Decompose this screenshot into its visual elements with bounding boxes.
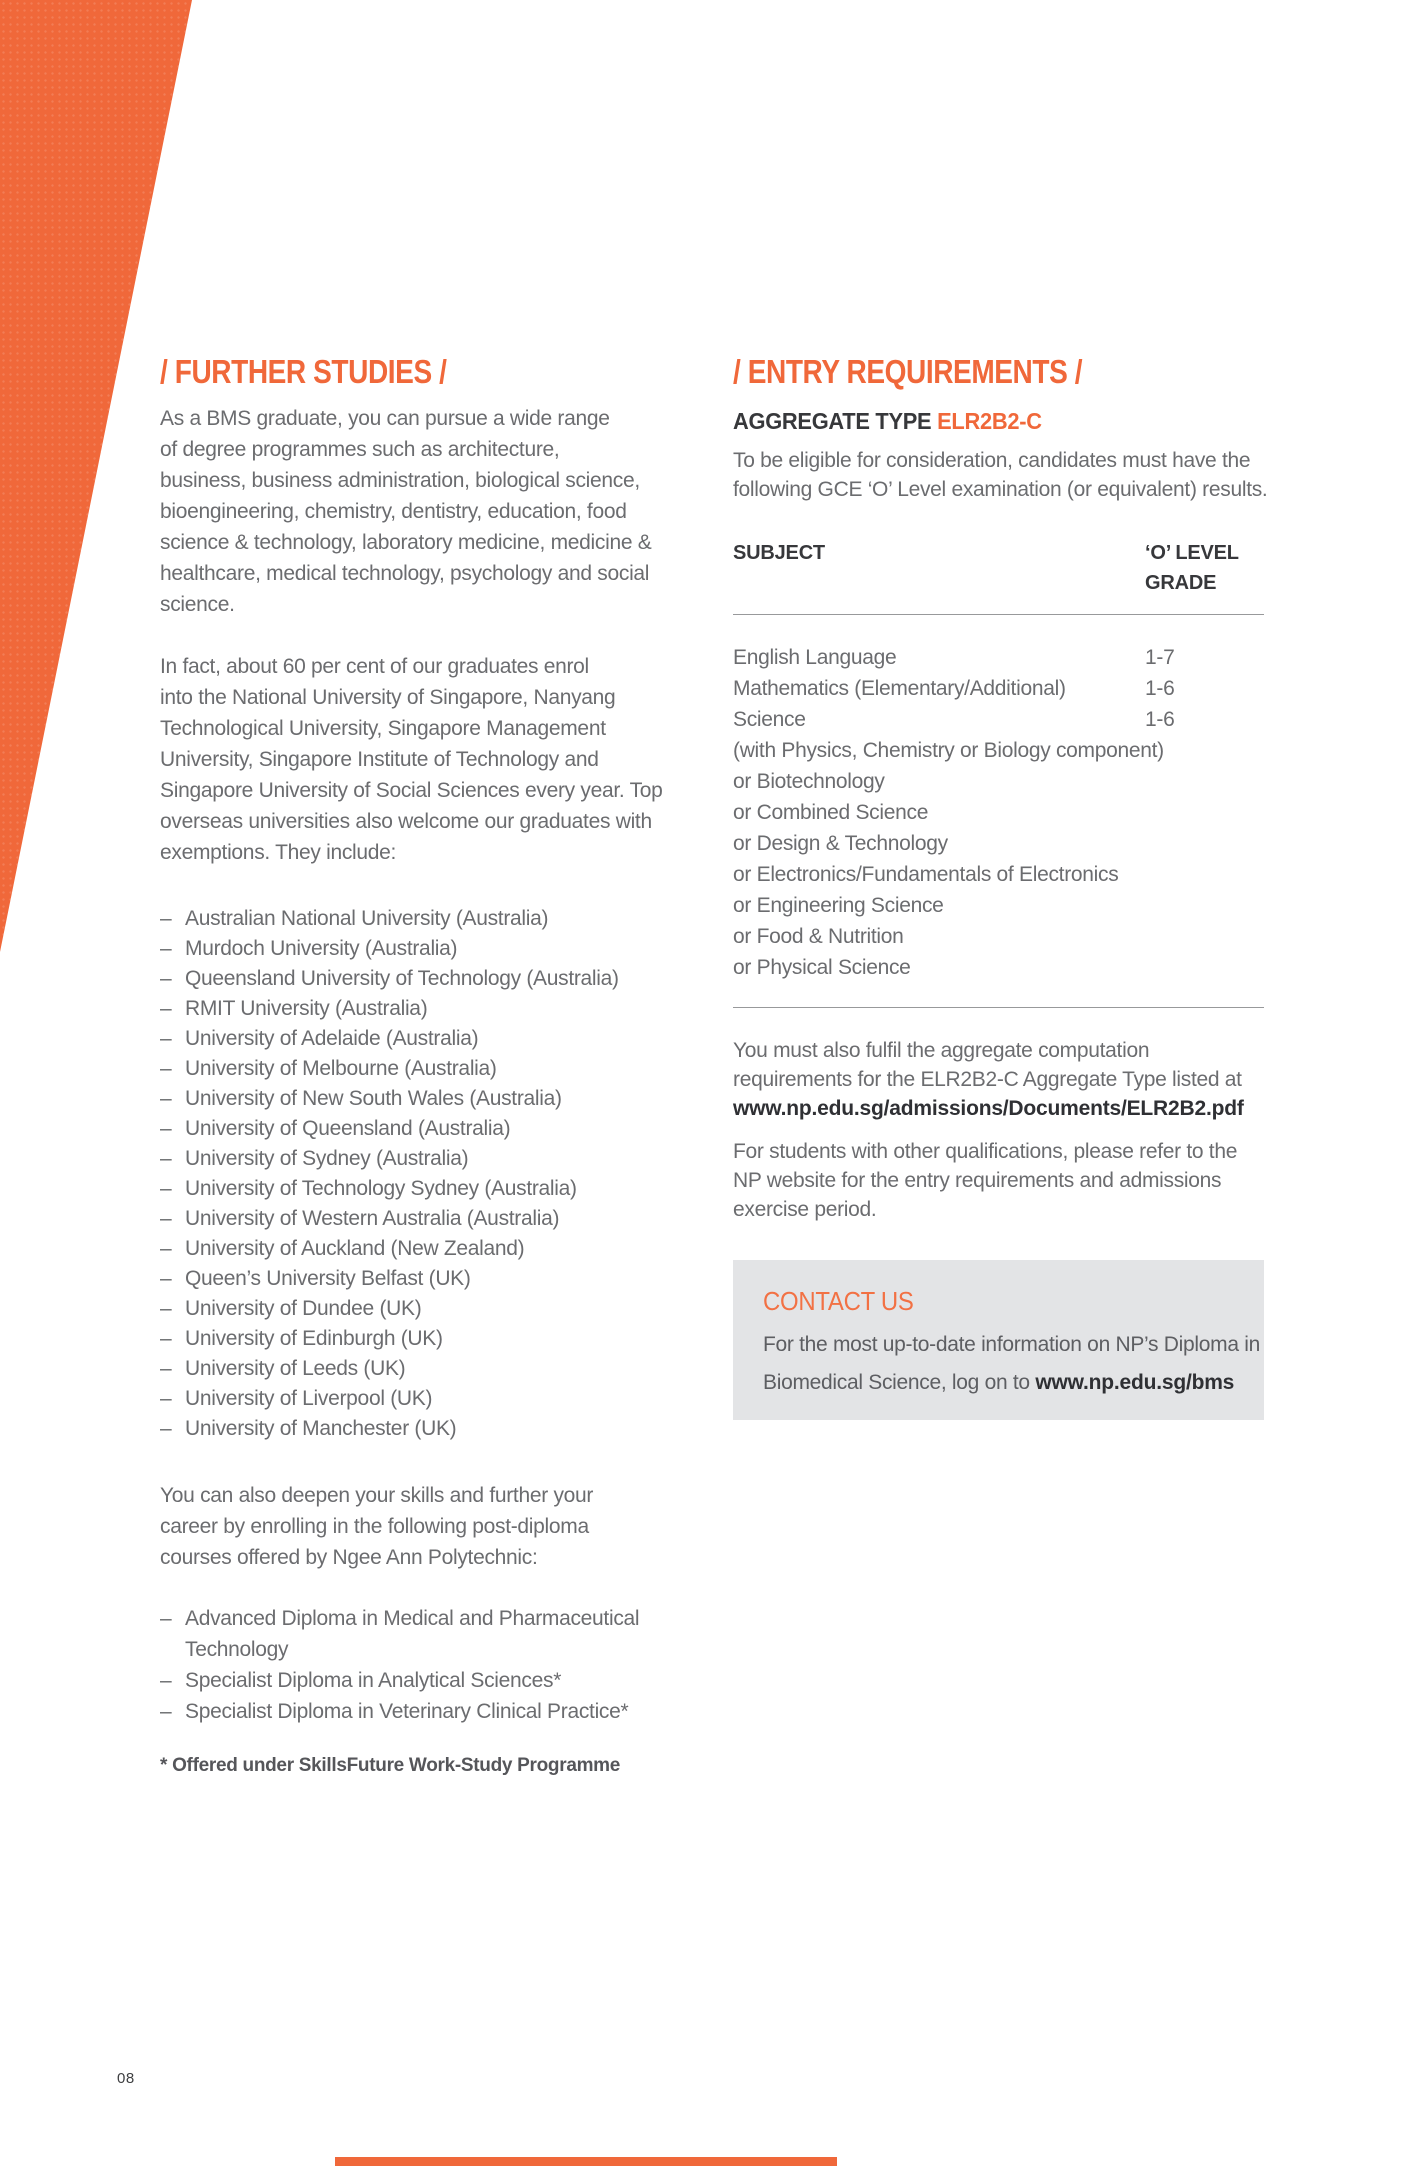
university-item: – Queen’s University Belfast (UK) bbox=[160, 1264, 705, 1294]
text-line: Technology bbox=[185, 1638, 289, 1661]
page-number: 08 bbox=[117, 2070, 135, 2087]
university-item: – University of Dundee (UK) bbox=[160, 1294, 705, 1324]
subject-cell: Science bbox=[733, 708, 806, 731]
text-line: science. bbox=[160, 593, 235, 616]
text-line: As a BMS graduate, you can pursue a wide range bbox=[160, 407, 610, 430]
university-item: – University of Adelaide (Australia) bbox=[160, 1024, 705, 1054]
text-line: of degree programmes such as architecture, bbox=[160, 438, 560, 461]
contact-us-heading: CONTACT US bbox=[763, 1286, 914, 1316]
text-line: University, Singapore Institute of Technology and bbox=[160, 748, 599, 771]
science-alternative-line: or Design & Technology bbox=[733, 832, 948, 855]
table-row bbox=[733, 642, 1265, 673]
bottom-orange-bar bbox=[335, 2157, 837, 2166]
grade-cell: 1-6 bbox=[1145, 708, 1175, 731]
text-line: overseas universities also welcome our graduates with bbox=[160, 810, 652, 833]
text-line: into the National University of Singapore, Nanyang bbox=[160, 686, 616, 709]
text-line: exercise period. bbox=[733, 1198, 877, 1221]
text-line: – Advanced Diploma in Medical and Pharmaceutical bbox=[160, 1603, 705, 1634]
subject-column-header: SUBJECT bbox=[733, 542, 825, 564]
aggregate-type-line bbox=[733, 406, 1238, 436]
subject-cell: English Language bbox=[733, 646, 897, 669]
university-item: – University of Melbourne (Australia) bbox=[160, 1054, 705, 1084]
science-alternative-line: or Electronics/Fundamentals of Electronics bbox=[733, 863, 1119, 886]
university-item: – Queensland University of Technology (Australia) bbox=[160, 964, 705, 994]
entry-requirements-section bbox=[733, 353, 1268, 1420]
science-alternative-line: or Biotechnology bbox=[733, 770, 885, 793]
subject-cell: Mathematics (Elementary/Additional) bbox=[733, 677, 1066, 700]
text-line: GRADE bbox=[1145, 572, 1217, 594]
course-item bbox=[160, 1603, 705, 1665]
science-alternative-line: or Engineering Science bbox=[733, 894, 944, 917]
university-item: – Murdoch University (Australia) bbox=[160, 934, 705, 964]
grade-cell: 1-7 bbox=[1145, 646, 1175, 669]
science-alternative-line: or Food & Nutrition bbox=[733, 925, 904, 948]
text-line: Singapore University of Social Sciences every year. Top bbox=[160, 779, 663, 802]
post-diploma-paragraph bbox=[160, 1480, 705, 1573]
text-line: – Specialist Diploma in Analytical Sciences* bbox=[160, 1665, 705, 1696]
text-line: courses offered by Ngee Ann Polytechnic: bbox=[160, 1546, 538, 1569]
university-item: – University of Edinburgh (UK) bbox=[160, 1324, 705, 1354]
requirements-table-header bbox=[733, 538, 1265, 598]
university-item: – University of Auckland (New Zealand) bbox=[160, 1234, 705, 1264]
text-line: Technological University, Singapore Management bbox=[160, 717, 606, 740]
further-studies-paragraph-1 bbox=[160, 403, 705, 620]
text-line: For the most up-to-date information on NP’s Diploma in bbox=[763, 1333, 1260, 1356]
aggregate-type-label: AGGREGATE TYPE bbox=[733, 408, 938, 434]
grade-cell: 1-6 bbox=[1145, 677, 1175, 700]
text-line: business, business administration, biological science, bbox=[160, 469, 640, 492]
further-studies-section bbox=[160, 354, 705, 1777]
further-studies-paragraph-2 bbox=[160, 651, 705, 868]
university-item: – University of Manchester (UK) bbox=[160, 1414, 705, 1444]
contact-us-text bbox=[763, 1326, 1264, 1402]
text-line: You must also fulfil the aggregate computation bbox=[733, 1039, 1150, 1062]
requirements-table bbox=[733, 642, 1265, 983]
table-rule-top bbox=[733, 614, 1264, 615]
further-studies-heading: / FURTHER STUDIES / bbox=[160, 353, 447, 390]
university-item: – University of Queensland (Australia) bbox=[160, 1114, 705, 1144]
university-item: – University of Western Australia (Australia) bbox=[160, 1204, 705, 1234]
skillsfuture-footnote: * Offered under SkillsFuture Work-Study Programme bbox=[160, 1755, 621, 1776]
text-line: To be eligible for consideration, candidates must have the bbox=[733, 449, 1251, 472]
other-qualifications-note bbox=[733, 1137, 1265, 1224]
university-item: – University of New South Wales (Australia) bbox=[160, 1084, 705, 1114]
elr2b2-pdf-link[interactable]: www.np.edu.sg/admissions/Documents/ELR2B2.pdf bbox=[733, 1097, 1244, 1120]
text-line: science & technology, laboratory medicine, medicine & bbox=[160, 531, 652, 554]
table-row bbox=[733, 673, 1265, 704]
post-diploma-courses-list bbox=[160, 1603, 705, 1727]
text-line: exemptions. They include: bbox=[160, 841, 397, 864]
text-line: In fact, about 60 per cent of our graduates enrol bbox=[160, 655, 589, 678]
text-line: bioengineering, chemistry, dentistry, education, food bbox=[160, 500, 627, 523]
entry-requirements-heading: / ENTRY REQUIREMENTS / bbox=[733, 353, 1083, 390]
science-alternative-line: or Combined Science bbox=[733, 801, 929, 824]
table-rule-bottom bbox=[733, 1007, 1264, 1008]
university-item: – University of Technology Sydney (Australia) bbox=[160, 1174, 705, 1204]
university-item: – Australian National University (Australia) bbox=[160, 904, 705, 934]
university-item: – University of Sydney (Australia) bbox=[160, 1144, 705, 1174]
universities-list bbox=[160, 904, 705, 1444]
text-line: healthcare, medical technology, psychology and social bbox=[160, 562, 650, 585]
text-line: – Specialist Diploma in Veterinary Clinical Practice* bbox=[160, 1696, 705, 1727]
university-item: – RMIT University (Australia) bbox=[160, 994, 705, 1024]
eligibility-paragraph bbox=[733, 446, 1268, 504]
text-line: ‘O’ LEVEL bbox=[1145, 542, 1239, 564]
science-alternative-line: or Physical Science bbox=[733, 956, 911, 979]
text-line: following GCE ‘O’ Level examination (or equivalent) results. bbox=[733, 478, 1268, 501]
grade-column-header bbox=[1145, 538, 1239, 598]
course-item bbox=[160, 1665, 705, 1696]
science-alternative-line: (with Physics, Chemistry or Biology component) bbox=[733, 739, 1164, 762]
text-line: career by enrolling in the following post-diploma bbox=[160, 1515, 589, 1538]
aggregate-computation-note bbox=[733, 1036, 1265, 1123]
text-line bbox=[763, 1364, 1264, 1402]
university-item: – University of Liverpool (UK) bbox=[160, 1384, 705, 1414]
text-line: NP website for the entry requirements and admissions bbox=[733, 1169, 1222, 1192]
university-item: – University of Leeds (UK) bbox=[160, 1354, 705, 1384]
course-item bbox=[160, 1696, 705, 1727]
text-line: requirements for the ELR2B2-C Aggregate Type listed at bbox=[733, 1068, 1242, 1091]
text-line: You can also deepen your skills and further your bbox=[160, 1484, 594, 1507]
bms-link[interactable]: www.np.edu.sg/bms bbox=[1035, 1371, 1235, 1394]
contact-line-prefix: Biomedical Science, log on to bbox=[763, 1371, 1036, 1394]
text-line: For students with other qualifications, please refer to the bbox=[733, 1140, 1238, 1163]
science-alternatives bbox=[733, 735, 1265, 983]
aggregate-type-value: ELR2B2-C bbox=[937, 408, 1042, 434]
table-row bbox=[733, 704, 1265, 735]
contact-us-panel bbox=[733, 1260, 1264, 1420]
